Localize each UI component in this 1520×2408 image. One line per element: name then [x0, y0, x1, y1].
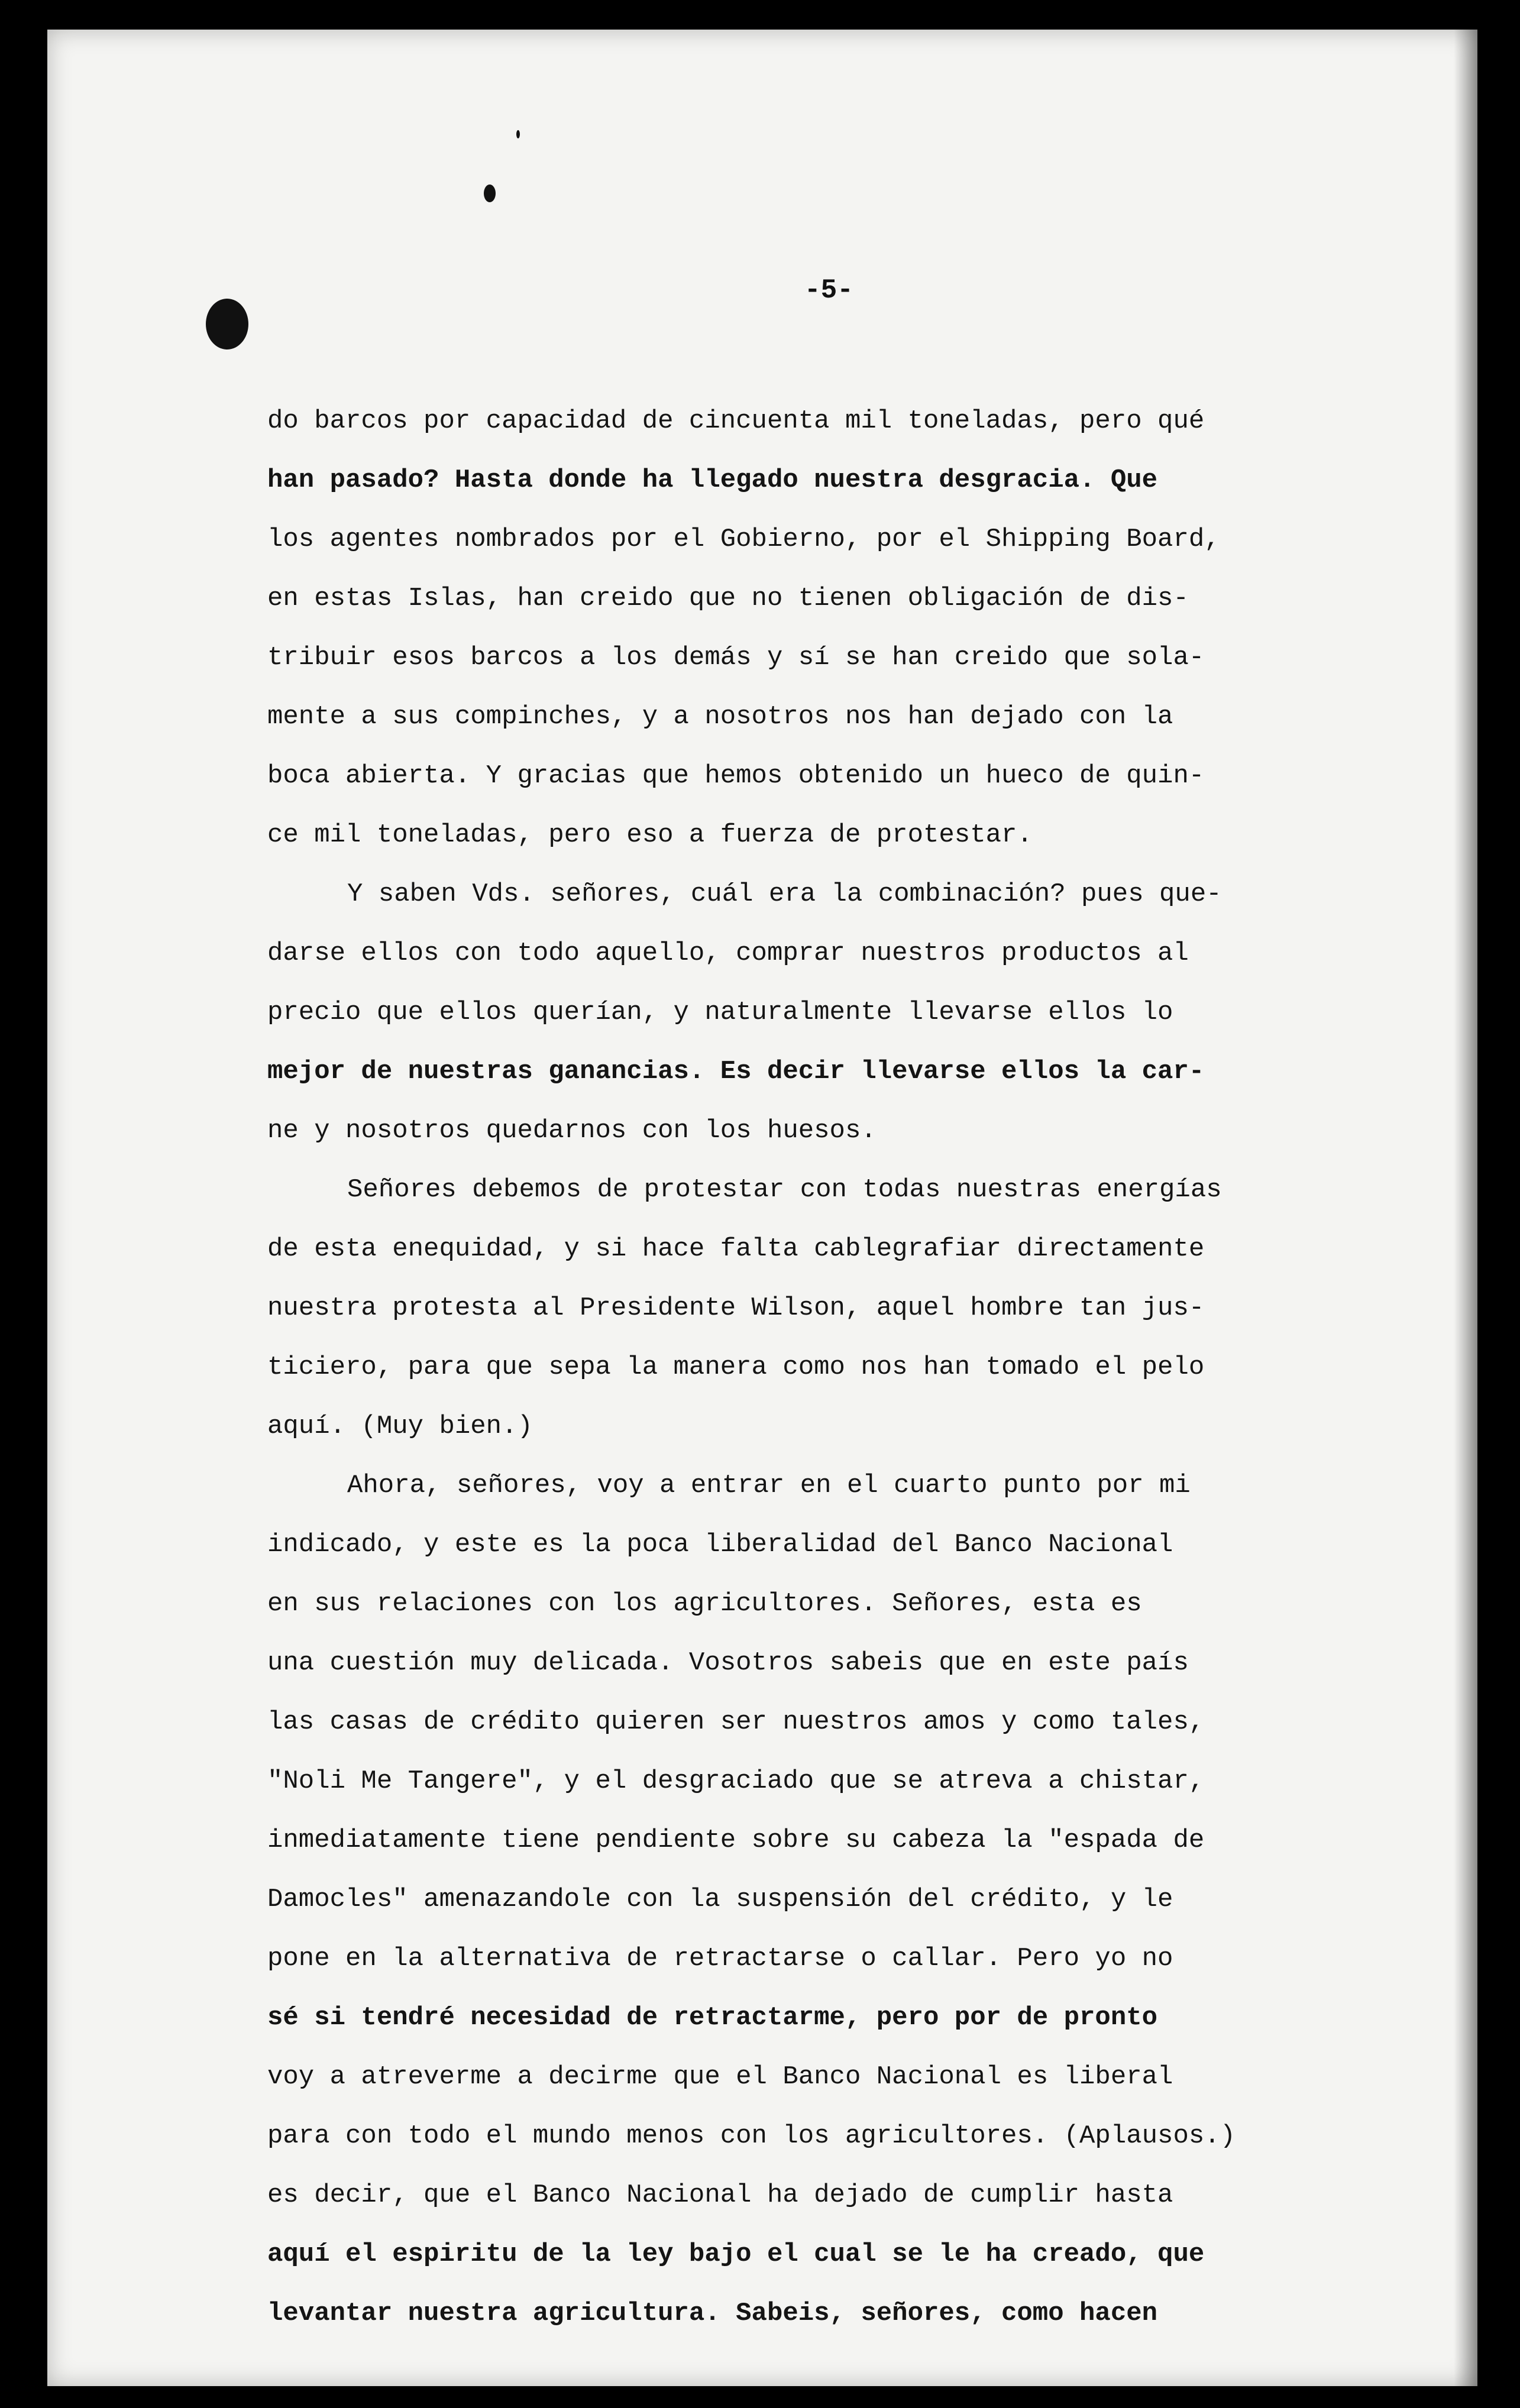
text-line: es decir, que el Banco Nacional ha dejado de cumplir hasta: [267, 2180, 1173, 2210]
text-line: nuestra protesta al Presidente Wilson, aquel hombre tan jus-: [267, 1293, 1205, 1323]
page-number: -5-: [804, 275, 853, 306]
text-line: indicado, y este es la poca liberalidad del Banco Nacional: [267, 1530, 1173, 1559]
text-line: una cuestión muy delicada. Vosotros sabeis que en este país: [267, 1648, 1189, 1678]
text-line: boca abierta. Y gracias que hemos obtenido un hueco de quin-: [267, 761, 1205, 791]
text-line: Señores debemos de protestar con todas nuestras energías: [347, 1175, 1222, 1205]
text-line: levantar nuestra agricultura. Sabeis, señores, como hacen: [267, 2299, 1158, 2328]
text-line: en estas Islas, han creido que no tienen obligación de dis-: [267, 584, 1189, 613]
text-line: de esta enequidad, y si hace falta cablegrafiar directamente: [267, 1234, 1205, 1264]
text-line: sé si tendré necesidad de retractarme, pero por de pronto: [267, 2003, 1158, 2032]
ink-dot: [516, 130, 520, 138]
text-line: voy a atreverme a decirme que el Banco Nacional es liberal: [267, 2062, 1173, 2092]
ink-blot-small: [484, 185, 496, 202]
text-line: ne y nosotros quedarnos con los huesos.: [267, 1116, 877, 1145]
text-line: han pasado? Hasta donde ha llegado nuestra desgracia. Que: [267, 465, 1158, 495]
text-line: ce mil toneladas, pero eso a fuerza de protestar.: [267, 820, 1033, 850]
text-line: precio que ellos querían, y naturalmente llevarse ellos lo: [267, 998, 1173, 1027]
text-line: tribuir esos barcos a los demás y sí se han creido que sola-: [267, 643, 1205, 672]
text-line: ticiero, para que sepa la manera como nos han tomado el pelo: [267, 1352, 1205, 1382]
document-page: [47, 30, 1477, 2386]
text-line: mejor de nuestras ganancias. Es decir llevarse ellos la car-: [267, 1057, 1205, 1086]
text-line: pone en la alternativa de retractarse o callar. Pero yo no: [267, 1944, 1173, 1973]
ink-blot-large: [206, 299, 248, 349]
text-line: en sus relaciones con los agricultores. Señores, esta es: [267, 1589, 1142, 1619]
text-line: Damocles" amenazandole con la suspensión del crédito, y le: [267, 1885, 1173, 1914]
text-line: do barcos por capacidad de cincuenta mil toneladas, pero qué: [267, 406, 1205, 436]
text-line: mente a sus compinches, y a nosotros nos han dejado con la: [267, 702, 1173, 732]
page-edge-shadow: [1454, 30, 1477, 2386]
text-line: aquí. (Muy bien.): [267, 1412, 533, 1441]
text-line: "Noli Me Tangere", y el desgraciado que se atreva a chistar,: [267, 1766, 1205, 1796]
text-line: darse ellos con todo aquello, comprar nuestros productos al: [267, 938, 1189, 968]
text-line: aquí el espiritu de la ley bajo el cual se le ha creado, que: [267, 2239, 1205, 2269]
text-line: inmediatamente tiene pendiente sobre su cabeza la "espada de: [267, 1826, 1205, 1855]
text-line: los agentes nombrados por el Gobierno, por el Shipping Board,: [267, 525, 1220, 554]
text-line: las casas de crédito quieren ser nuestros amos y como tales,: [267, 1707, 1205, 1737]
text-line: Y saben Vds. señores, cuál era la combinación? pues que-: [347, 879, 1222, 909]
typed-text-body: [267, 391, 1391, 2343]
text-line: Ahora, señores, voy a entrar en el cuarto punto por mi: [347, 1471, 1191, 1500]
text-line: para con todo el mundo menos con los agricultores. (Aplausos.): [267, 2121, 1236, 2151]
